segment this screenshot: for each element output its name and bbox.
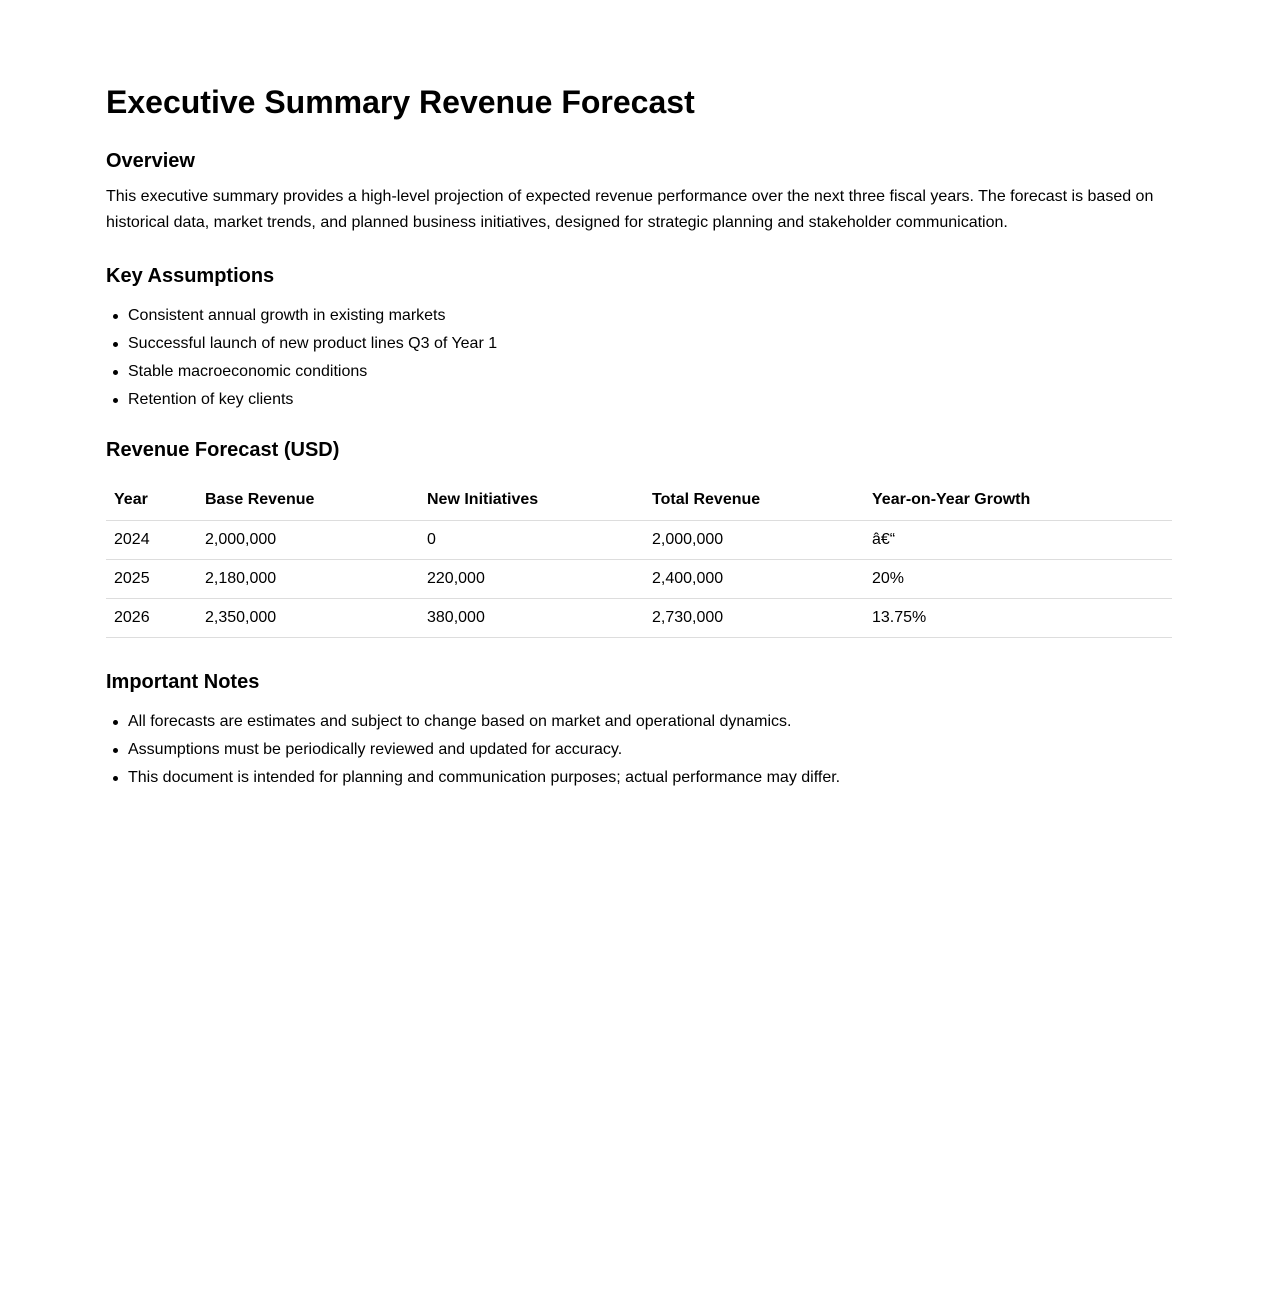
table-cell: 380,000 xyxy=(419,598,644,637)
list-item: Successful launch of new product lines Q3 of Year 1 xyxy=(106,330,497,358)
table-row xyxy=(106,520,1172,559)
page-title: Executive Summary Revenue Forecast xyxy=(106,84,695,120)
assumptions-list xyxy=(106,302,497,414)
list-item: Consistent annual growth in existing markets xyxy=(106,302,497,330)
column-header-year: Year xyxy=(106,481,197,520)
table-cell: 2024 xyxy=(106,520,197,559)
list-item: Stable macroeconomic conditions xyxy=(106,358,497,386)
forecast-heading: Revenue Forecast (USD) xyxy=(106,439,340,461)
table-cell: â€“ xyxy=(864,520,1172,559)
column-header-new-initiatives: New Initiatives xyxy=(419,481,644,520)
table-cell: 20% xyxy=(864,559,1172,598)
table-cell: 2,180,000 xyxy=(197,559,419,598)
list-item: All forecasts are estimates and subject to change based on market and operational dynamics. xyxy=(106,708,840,736)
table-row xyxy=(106,559,1172,598)
table-row xyxy=(106,598,1172,637)
table-cell: 0 xyxy=(419,520,644,559)
table-cell: 220,000 xyxy=(419,559,644,598)
column-header-total-revenue: Total Revenue xyxy=(644,481,864,520)
list-item: Retention of key clients xyxy=(106,386,497,414)
table-cell: 13.75% xyxy=(864,598,1172,637)
table-cell: 2,000,000 xyxy=(197,520,419,559)
table-cell: 2,350,000 xyxy=(197,598,419,637)
assumptions-heading: Key Assumptions xyxy=(106,265,275,287)
table-cell: 2,730,000 xyxy=(644,598,864,637)
column-header-yoy-growth: Year-on-Year Growth xyxy=(864,481,1172,520)
table-cell: 2026 xyxy=(106,598,197,637)
list-item: Assumptions must be periodically reviewed and updated for accuracy. xyxy=(106,736,840,764)
table-cell: 2,400,000 xyxy=(644,559,864,598)
notes-heading: Important Notes xyxy=(106,671,260,693)
table-cell: 2025 xyxy=(106,559,197,598)
column-header-base-revenue: Base Revenue xyxy=(197,481,419,520)
overview-heading: Overview xyxy=(106,150,195,172)
revenue-forecast-table xyxy=(106,481,1172,638)
table-header-row xyxy=(106,481,1172,520)
list-item: This document is intended for planning and communication purposes; actual performance may differ. xyxy=(106,764,840,792)
overview-text: This executive summary provides a high-level projection of expected revenue performance over the next three fiscal years. The forecast is based on historical data, market trends, and planned business initiatives, designed for strategic planning and stakeholder communication. xyxy=(106,188,1154,231)
table-cell: 2,000,000 xyxy=(644,520,864,559)
notes-list xyxy=(106,708,840,792)
